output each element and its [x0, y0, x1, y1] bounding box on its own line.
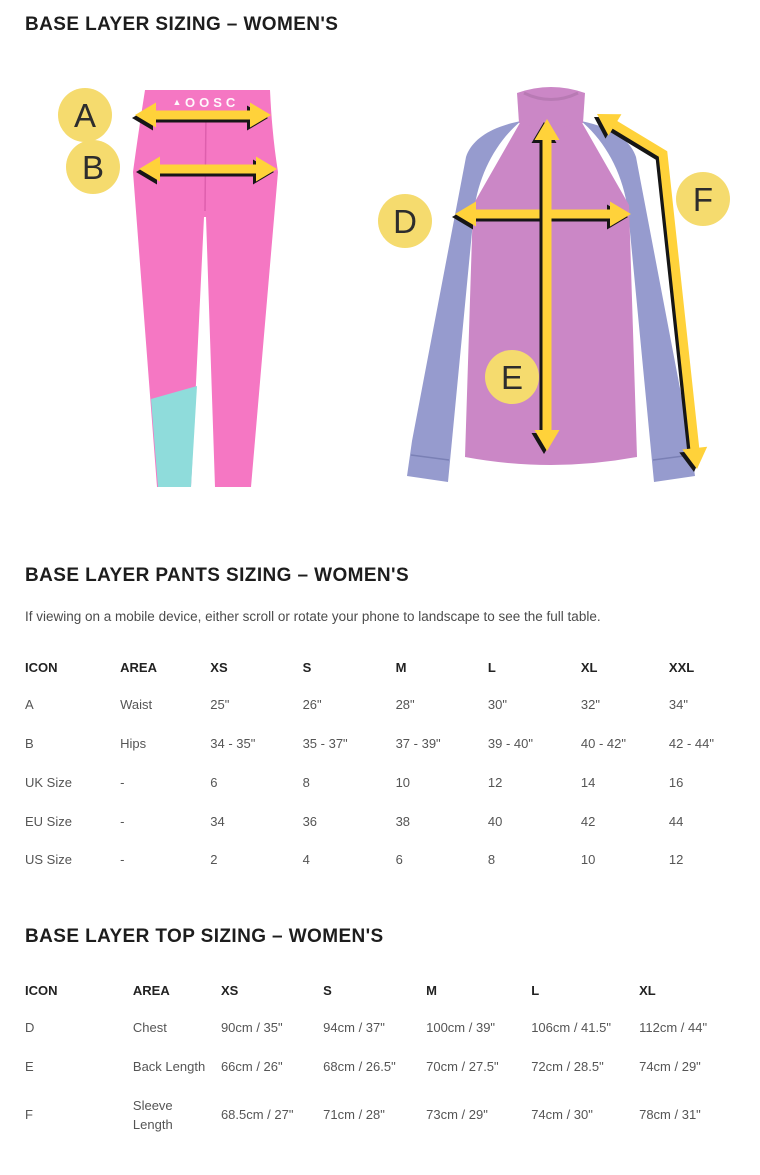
value-cell: 12 [487, 774, 503, 790]
value-cell: Back Length [132, 1059, 206, 1075]
value-cell: 74cm / 29" [639, 1059, 701, 1075]
column-header: XS [210, 659, 228, 675]
value-cell: - [120, 774, 125, 790]
value-cell: 8 [487, 852, 496, 868]
leggings-center-seam [205, 111, 206, 211]
label-d-badge [378, 194, 432, 248]
table-row [25, 1048, 735, 1087]
value-cell: Hips [120, 735, 147, 751]
mobile-device-note: If viewing on a mobile device, either scroll or rotate your phone to landscape to see the full table. [25, 608, 601, 624]
column-header: AREA [132, 983, 170, 999]
top-size-table [25, 973, 735, 1145]
value-cell: Chest [132, 1020, 167, 1036]
value-cell: 90cm / 35" [220, 1020, 283, 1036]
value-cell: 26" [302, 697, 322, 713]
value-cell: 6 [395, 852, 403, 868]
value-cell: 72cm / 28.5" [531, 1059, 604, 1075]
value-cell: 8 [302, 774, 310, 790]
badge-letter-d: D [393, 202, 417, 240]
value-cell: Waist [120, 697, 153, 713]
value-cell: 42 - 44" [668, 735, 714, 751]
label-b-badge [66, 140, 120, 194]
value-cell: 4 [302, 852, 310, 868]
value-cell: - [120, 813, 125, 829]
value-cell: 32" [580, 697, 600, 713]
badge-letter-b: B [81, 148, 105, 186]
column-header: M [395, 659, 407, 675]
table-row [25, 764, 735, 803]
column-header: S [323, 983, 332, 999]
value-cell: 25" [210, 697, 230, 713]
badge-letter-a: A [73, 96, 97, 134]
row-icon-cell: EU Size [25, 813, 72, 829]
top-section-heading: BASE LAYER TOP SIZING – WOMEN'S [25, 926, 384, 948]
table-row [25, 1087, 735, 1145]
row-icon-cell: F [25, 1107, 33, 1123]
top-diagram [375, 79, 745, 494]
column-header: XL [580, 659, 598, 675]
column-header: XS [220, 983, 239, 999]
column-header: L [531, 983, 540, 999]
label-a-badge [58, 88, 112, 142]
row-icon-cell: US Size [25, 852, 72, 868]
value-cell: 94cm / 37" [323, 1020, 385, 1036]
row-icon-cell: E [25, 1059, 34, 1075]
value-cell: 35 - 37" [302, 735, 348, 751]
value-cell: 40 - 42" [580, 735, 626, 751]
value-cell: 40 [487, 813, 503, 829]
value-cell: 16 [668, 774, 684, 790]
table-row [25, 841, 735, 880]
column-header: M [426, 983, 437, 999]
value-cell: 30" [487, 697, 507, 713]
leggings-teal-panel [151, 386, 197, 487]
value-cell: 44 [668, 813, 684, 829]
waistband-logo: OOSC [185, 94, 240, 110]
value-cell: 66cm / 26" [220, 1059, 283, 1075]
label-e-badge [485, 350, 539, 404]
value-cell: 10 [580, 852, 596, 868]
top-sizing-section [25, 926, 735, 1144]
value-cell: 38 [395, 813, 411, 829]
badge-letter-e: E [500, 358, 524, 396]
value-cell: 106cm / 41.5" [531, 1020, 611, 1036]
table-header-row [25, 650, 735, 686]
page-title: BASE LAYER SIZING – WOMEN'S [25, 14, 339, 35]
value-cell: 70cm / 27.5" [426, 1059, 499, 1075]
value-cell: 42 [580, 813, 596, 829]
column-header: XXL [668, 659, 695, 675]
value-cell: 78cm / 31" [639, 1107, 701, 1123]
mountain-icon: ▲ [172, 96, 182, 107]
value-cell: 39 - 40" [487, 735, 533, 751]
value-cell: 68cm / 26.5" [323, 1059, 396, 1075]
column-header: ICON [25, 659, 58, 675]
table-row [25, 1009, 735, 1048]
table-row [25, 686, 735, 725]
value-cell: 37 - 39" [395, 735, 441, 751]
column-header: L [487, 659, 496, 675]
row-icon-cell: A [25, 697, 34, 713]
value-cell: 73cm / 29" [426, 1107, 488, 1123]
value-cell: 34 - 35" [210, 735, 256, 751]
badge-letter-f: F [692, 180, 714, 218]
value-cell: 2 [210, 852, 218, 868]
value-cell: 14 [580, 774, 596, 790]
pants-section-heading: BASE LAYER PANTS SIZING – WOMEN'S [25, 564, 410, 586]
row-icon-cell: D [25, 1020, 35, 1036]
table-row [25, 803, 735, 842]
value-cell: 34 [210, 813, 225, 829]
value-cell: 10 [395, 774, 411, 790]
row-icon-cell: UK Size [25, 774, 72, 790]
value-cell: Sleeve Length [132, 1098, 173, 1132]
value-cell: 34" [668, 697, 688, 713]
size-diagrams [55, 77, 735, 497]
value-cell: - [120, 852, 125, 868]
column-header: AREA [120, 659, 157, 675]
pants-sizing-section [25, 565, 735, 880]
table-header-row [25, 973, 735, 1009]
value-cell: 28" [395, 697, 415, 713]
label-f-badge [676, 172, 730, 226]
leggings-diagram [55, 77, 310, 497]
column-header: XL [639, 983, 656, 999]
column-header: ICON [25, 983, 58, 999]
column-header: S [302, 659, 312, 675]
value-cell: 74cm / 30" [531, 1107, 593, 1123]
pants-size-table [25, 650, 735, 880]
row-icon-cell: B [25, 735, 34, 751]
value-cell: 12 [668, 852, 684, 868]
value-cell: 36 [302, 813, 318, 829]
value-cell: 6 [210, 774, 218, 790]
value-cell: 68.5cm / 27" [220, 1107, 294, 1123]
value-cell: 112cm / 44" [639, 1020, 708, 1036]
table-row [25, 725, 735, 764]
value-cell: 71cm / 28" [323, 1107, 385, 1123]
value-cell: 100cm / 39" [426, 1020, 496, 1036]
